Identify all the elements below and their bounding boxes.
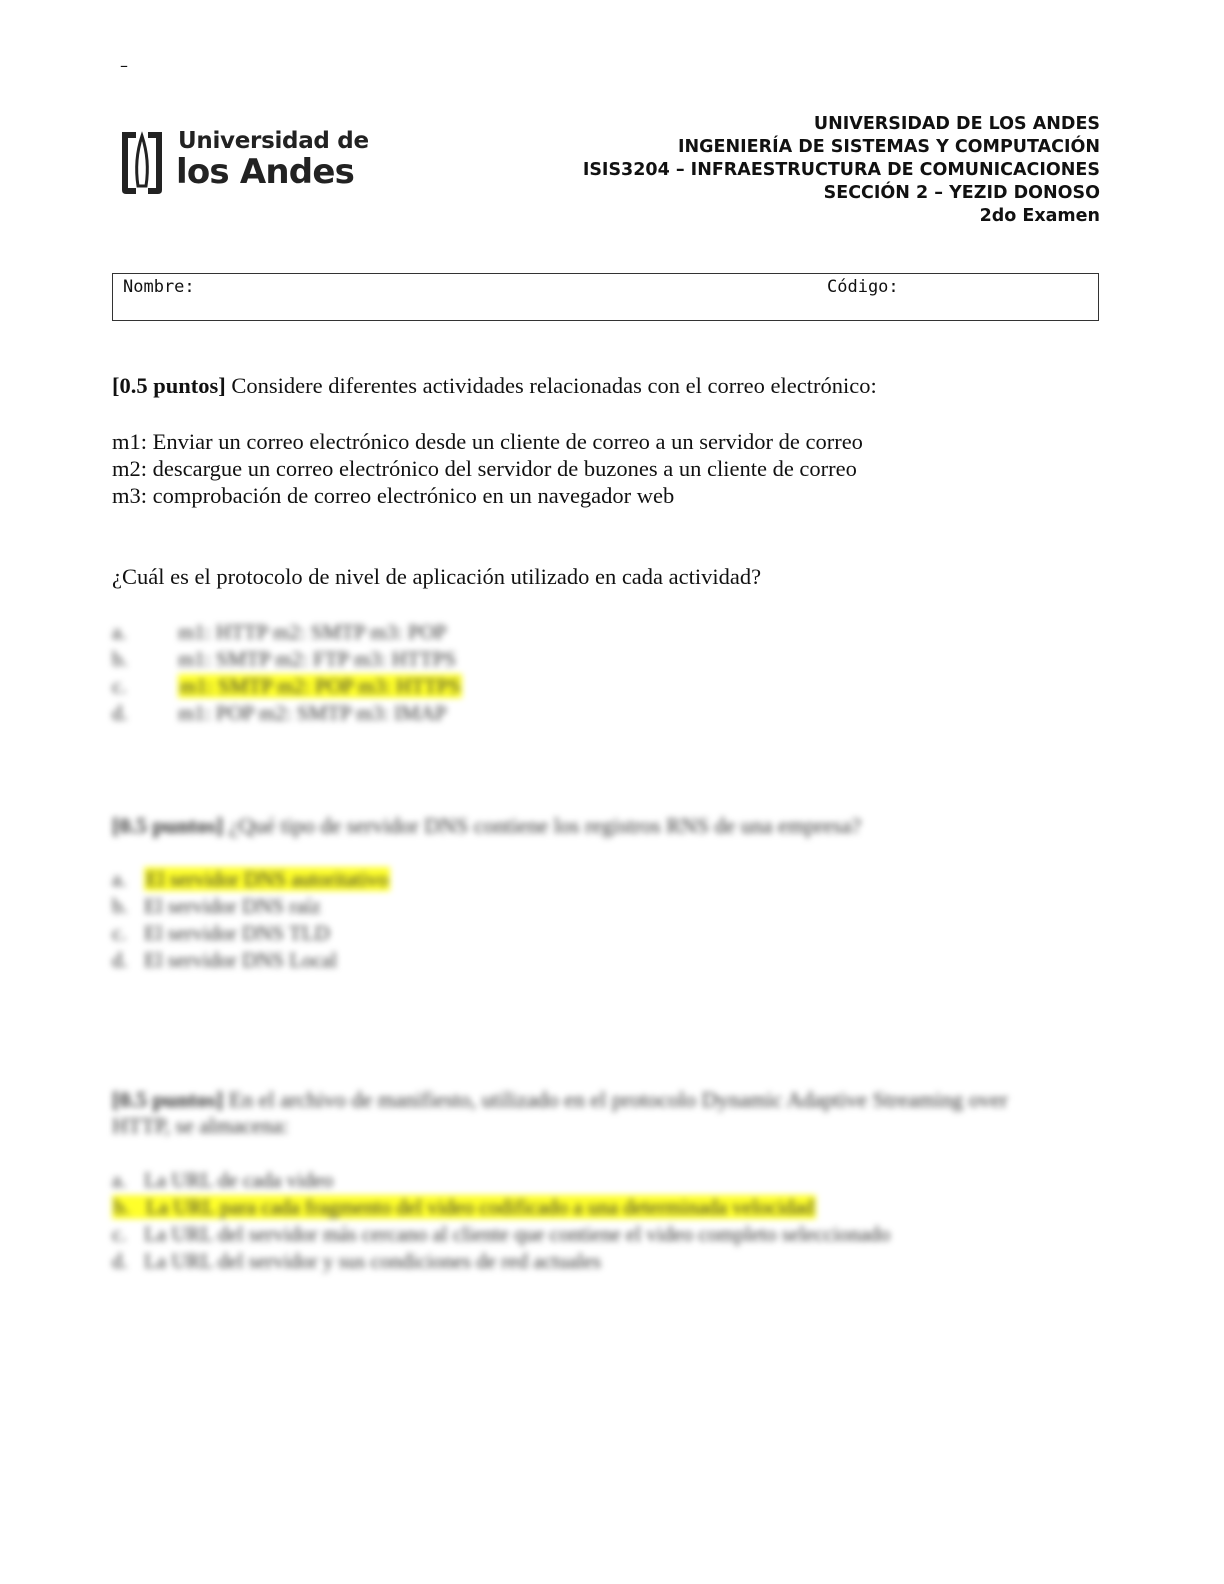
question-1-option-a[interactable]: a. m1: HTTP m2: SMTP m3: POP — [112, 620, 447, 644]
question-3-option-a[interactable]: a. La URL de cada video — [112, 1168, 334, 1192]
name-label: Nombre: — [123, 277, 195, 297]
question-1-activities — [112, 428, 863, 509]
logo-text-line2: los Andes — [176, 152, 355, 192]
question-3-prompt-line2: HTTP, se almacena: — [112, 1113, 289, 1138]
logo-text-line1: Universidad de — [178, 128, 369, 154]
question-2-option-d[interactable]: d. El servidor DNS Local — [112, 948, 338, 972]
header-exam: 2do Examen — [979, 206, 1100, 226]
question-2-option-b[interactable]: b. El servidor DNS raíz — [112, 894, 321, 918]
header-course: ISIS3204 – INFRAESTRUCTURA DE COMUNICACIONES — [582, 160, 1100, 180]
question-1-points: [0.5 puntos] — [112, 373, 226, 398]
question-2-option-c[interactable]: c. El servidor DNS TLD — [112, 921, 330, 945]
question-2-prompt: [0.5 puntos] ¿Qué tipo de servidor DNS contiene los registros RNS de una empresa? — [112, 813, 862, 838]
question-3-option-d[interactable]: d. La URL del servidor y sus condiciones de red actuales — [112, 1249, 601, 1273]
university-logo — [114, 126, 369, 198]
question-1-text: Considere diferentes actividades relacionadas con el correo electrónico: — [225, 373, 877, 398]
exam-header — [583, 113, 1100, 228]
question-1-option-c[interactable]: c. m1: SMTP m2: POP m3: HTTPS — [112, 674, 461, 698]
question-3-option-b[interactable]: b. La URL para cada fragmento del video codificado a una determinada velocidad — [114, 1195, 815, 1219]
question-1-prompt — [112, 373, 877, 399]
question-1-question: ¿Cuál es el protocolo de nivel de aplicación utilizado en cada actividad? — [112, 564, 762, 589]
question-2-option-a[interactable]: a. El servidor DNS autoritativo — [112, 867, 389, 891]
question-1-option-d[interactable]: d. m1: POP m2: SMTP m3: IMAP — [112, 701, 447, 725]
code-label: Código: — [827, 277, 899, 297]
header-university: UNIVERSIDAD DE LOS ANDES — [813, 114, 1100, 134]
activity-m2: m2: descargue un correo electrónico del servidor de buzones a un cliente de correo — [112, 456, 857, 481]
header-department: INGENIERÍA DE SISTEMAS Y COMPUTACIÓN — [678, 137, 1100, 157]
university-logo-icon — [116, 128, 168, 196]
top-mark: – — [120, 56, 128, 75]
activity-m1: m1: Enviar un correo electrónico desde un cliente de correo a un servidor de correo — [112, 429, 863, 454]
question-3-option-c[interactable]: c. La URL del servidor más cercano al cliente que contiene el video completo seleccionado — [112, 1222, 891, 1246]
activity-m3: m3: comprobación de correo electrónico en un navegador web — [112, 483, 675, 508]
header-section: SECCIÓN 2 – YEZID DONOSO — [823, 183, 1100, 203]
student-info-box[interactable] — [112, 273, 1099, 321]
question-3-prompt-line1: [0.5 puntos] En el archivo de manifiesto, utilizado en el protocolo Dynamic Adaptive Streaming over — [112, 1087, 1008, 1112]
question-1-option-b[interactable]: b. m1: SMTP m2: FTP m3: HTTPS — [112, 647, 456, 671]
